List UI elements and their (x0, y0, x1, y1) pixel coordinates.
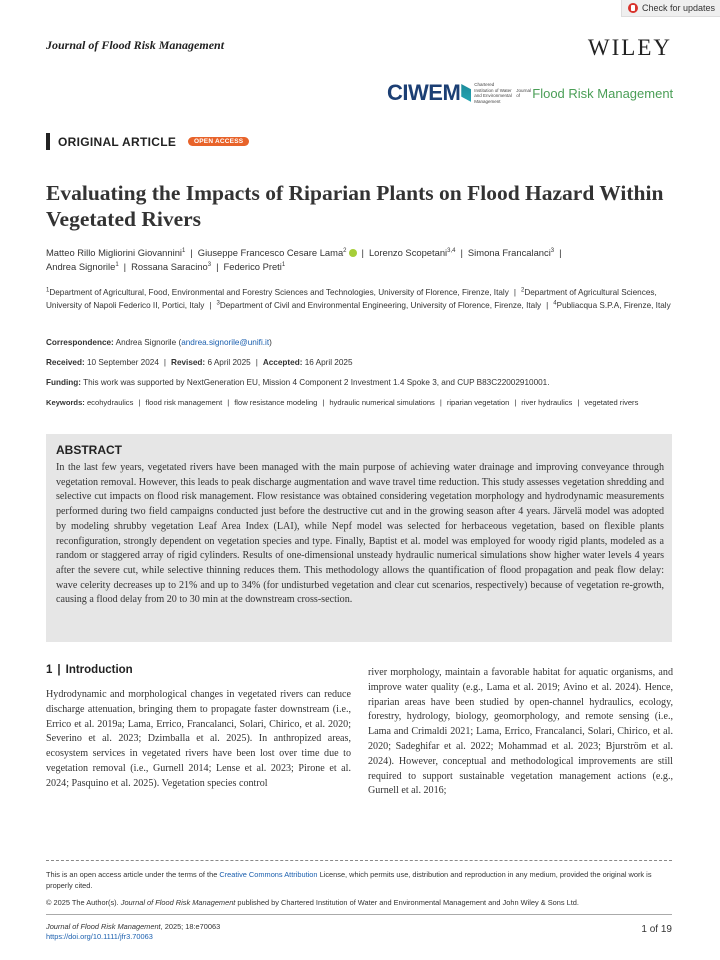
abstract-text: In the last few years, vegetated rivers have been managed with the main purpose of achieving water drainage and improving conveyance through vegetation removal. However, this leads to peak discharge augmentation and wave travel time reduction. This study assesses vegetation shredding and selective cut impacts on flood risk management. Flow resistance was obtained considering vegetation morphology and hydrodynamic measurements performed during two field campaigns conducted just before the destructive cut and in the growing season after 4 years. Järvelä model was adopted by modeling shrubby vegetation Leaf Area Index (LAI), while Nepf model was selected for herbaceous vegetation, based on flexible plants reconfiguration, strongly dependent on vegetation species and type. Finally, Baptist et al. model was employed for woody rigid plants, modeled as a random or staggered array of rigid cylinders. Results of one-dimensional unsteady hydraulic numerical simulations show higher water levels 4 years after the severe cut, while selective thinning reduces them. This methodology allows the quantification of flood propagation and peak flow delay: wave celerity decreases up to 21% and up to 34% (for undisturbed vegetation and clear cut scenarios, respectively) because of vegetation re-growth, causing a flood delay from 20 to 30 min at the downstream cross-section. (56, 462, 664, 606)
citation: Journal of Flood Risk Management, 2025; 18:e70063 https://doi.org/10.1111/jfr3.70063 (46, 922, 221, 941)
body-text-column-2: river morphology, maintain a favorable habitat for aquatic organisms, and improve water quality (e.g., Lama et al. 2019; Avino et al. 2024). Hence, riparian areas have been studied by open-channel hydraulics, ecology, forestry, hydrology, biology, geomorphology, and remote sensing (i.e., Lama and Crimaldi 2021; Lama, Errico, Francalanci, Solari, Chirico, et al. 2020; Sadeghifar et al. 2022; Mohammad et al. 2023; Bjurström et al. 2024). However, conceptual and methodological improvements are still required to support sustainable vegetation management actions (e.g., Gurnell et al. 2016; (368, 667, 673, 797)
orcid-icon[interactable] (349, 249, 357, 257)
abstract-heading: ABSTRACT (56, 443, 122, 457)
doi-link[interactable]: https://doi.org/10.1111/jfr3.70063 (46, 932, 153, 941)
author[interactable]: Federico Preti$^1$ (223, 261, 286, 272)
body-text-column-1: Hydrodynamic and morphological changes in vegetated rivers can reduce discharge attenuation, bringing them to propagate faster downstream (i.e., Errico et al. 2019a; Lama, Errico, Francalanci, Solari, Chirico, et al. 2020; Severino et al. 2023; Dzimballa et al. 2025). In anthropized areas, ecosystem services in vegetated rivers have been lost over time due to vegetation removal (i.e., Gurnell 2014; Lense et al. 2023; Pirone et al. 2024; Pasquino et al. 2025). Vegetation species control (46, 689, 351, 789)
article-dates: Received: 10 September 2024 | Revised: 6 April 2025 | Accepted: 16 April 2025 (46, 358, 353, 367)
email-link[interactable]: andrea.signorile@unifi.it (181, 338, 270, 347)
author[interactable]: Simona Francalanci$^3$ (467, 247, 555, 258)
ciwem-wordmark: CIWEM (387, 80, 461, 105)
ciwem-logo (387, 80, 673, 106)
page-number: 1 of 19 (641, 924, 672, 935)
keywords: Keywords: ecohydraulics | flood risk management | flow resistance modeling | hydraulic numerical simulations | riparian vegetation | river hydraulics | vegetated rivers (46, 398, 639, 407)
license-note: This is an open access article under the terms of the Creative Commons Attribution License, which permits use, distribution and reproduction in any medium, provided the original work is properly cited. (46, 870, 652, 890)
article-type-marker (46, 133, 50, 150)
author[interactable]: Lorenzo Scopetani$^{3,4}$ (368, 247, 456, 258)
copyright-note: © 2025 The Author(s). Journal of Flood Risk Management published by Chartered Institution of Water and Environmental Management and John Wiley & Sons Ltd. (46, 898, 579, 907)
update-icon (628, 3, 638, 13)
affiliations: $^1$Department of Agricultural, Food, Environmental and Forestry Sciences and Technologies, University of Florence, Firenze, Italy | $^2$Department of Agricultural Sciences, University of Napoli Federico II, Portici, Italy | $^3$Department of Civil and Environmental Engineering, University of Florence, Firenze, Italy | $^4$Publiacqua S.P.A, Firenze, Italy (46, 287, 671, 310)
journal-name: Journal of Flood Risk Management (46, 38, 225, 52)
ciwem-flood-risk: Flood Risk Management (532, 85, 674, 101)
author[interactable]: Matteo Rillo Migliorini Giovannini$^1$ (46, 247, 186, 258)
footer-divider (46, 860, 672, 861)
publisher-logo: WILEY (587, 35, 672, 60)
bottom-divider (46, 914, 672, 915)
author[interactable]: Andrea Signorile$^1$ (46, 261, 119, 272)
article-title: Evaluating the Impacts of Riparian Plants on Flood Hazard Within Vegetated Rivers (46, 181, 664, 231)
author-list: Matteo Rillo Migliorini Giovannini$^1$ | Giuseppe Francesco Cesare Lama$^2$ | Lorenzo Scopetani$^{3,4}$ | Simona Francalanci$^3$ | Andrea Signorile$^1$ | Rossana Saracino$^3$ | Federico Preti$^1$ (46, 247, 562, 272)
open-access-badge: OPEN ACCESS (188, 137, 249, 146)
ciwem-mark-icon (461, 84, 471, 102)
section-heading: 1 | Introduction (46, 664, 133, 676)
correspondence: Correspondence: Andrea Signorile (andrea.signorile@unifi.it) (46, 338, 272, 347)
ciwem-journal-of: Journal of (516, 87, 532, 98)
funding: Funding: This work was supported by NextGeneration EU, Mission 4 Component 2 Investment 1.4 Spoke 3, and CUP B83C22002910001. (46, 378, 550, 387)
author[interactable]: Rossana Saracino$^3$ (131, 261, 212, 272)
ciwem-institution: Chartered Institution of Water and Environmental Management (474, 82, 512, 104)
check-for-updates-label: Check for updates (642, 3, 716, 13)
check-for-updates-button[interactable] (621, 0, 720, 17)
author[interactable]: Giuseppe Francesco Cesare Lama$^2$ (198, 247, 357, 258)
license-link[interactable]: Creative Commons Attribution (219, 870, 318, 879)
article-type: ORIGINAL ARTICLE (58, 135, 177, 149)
